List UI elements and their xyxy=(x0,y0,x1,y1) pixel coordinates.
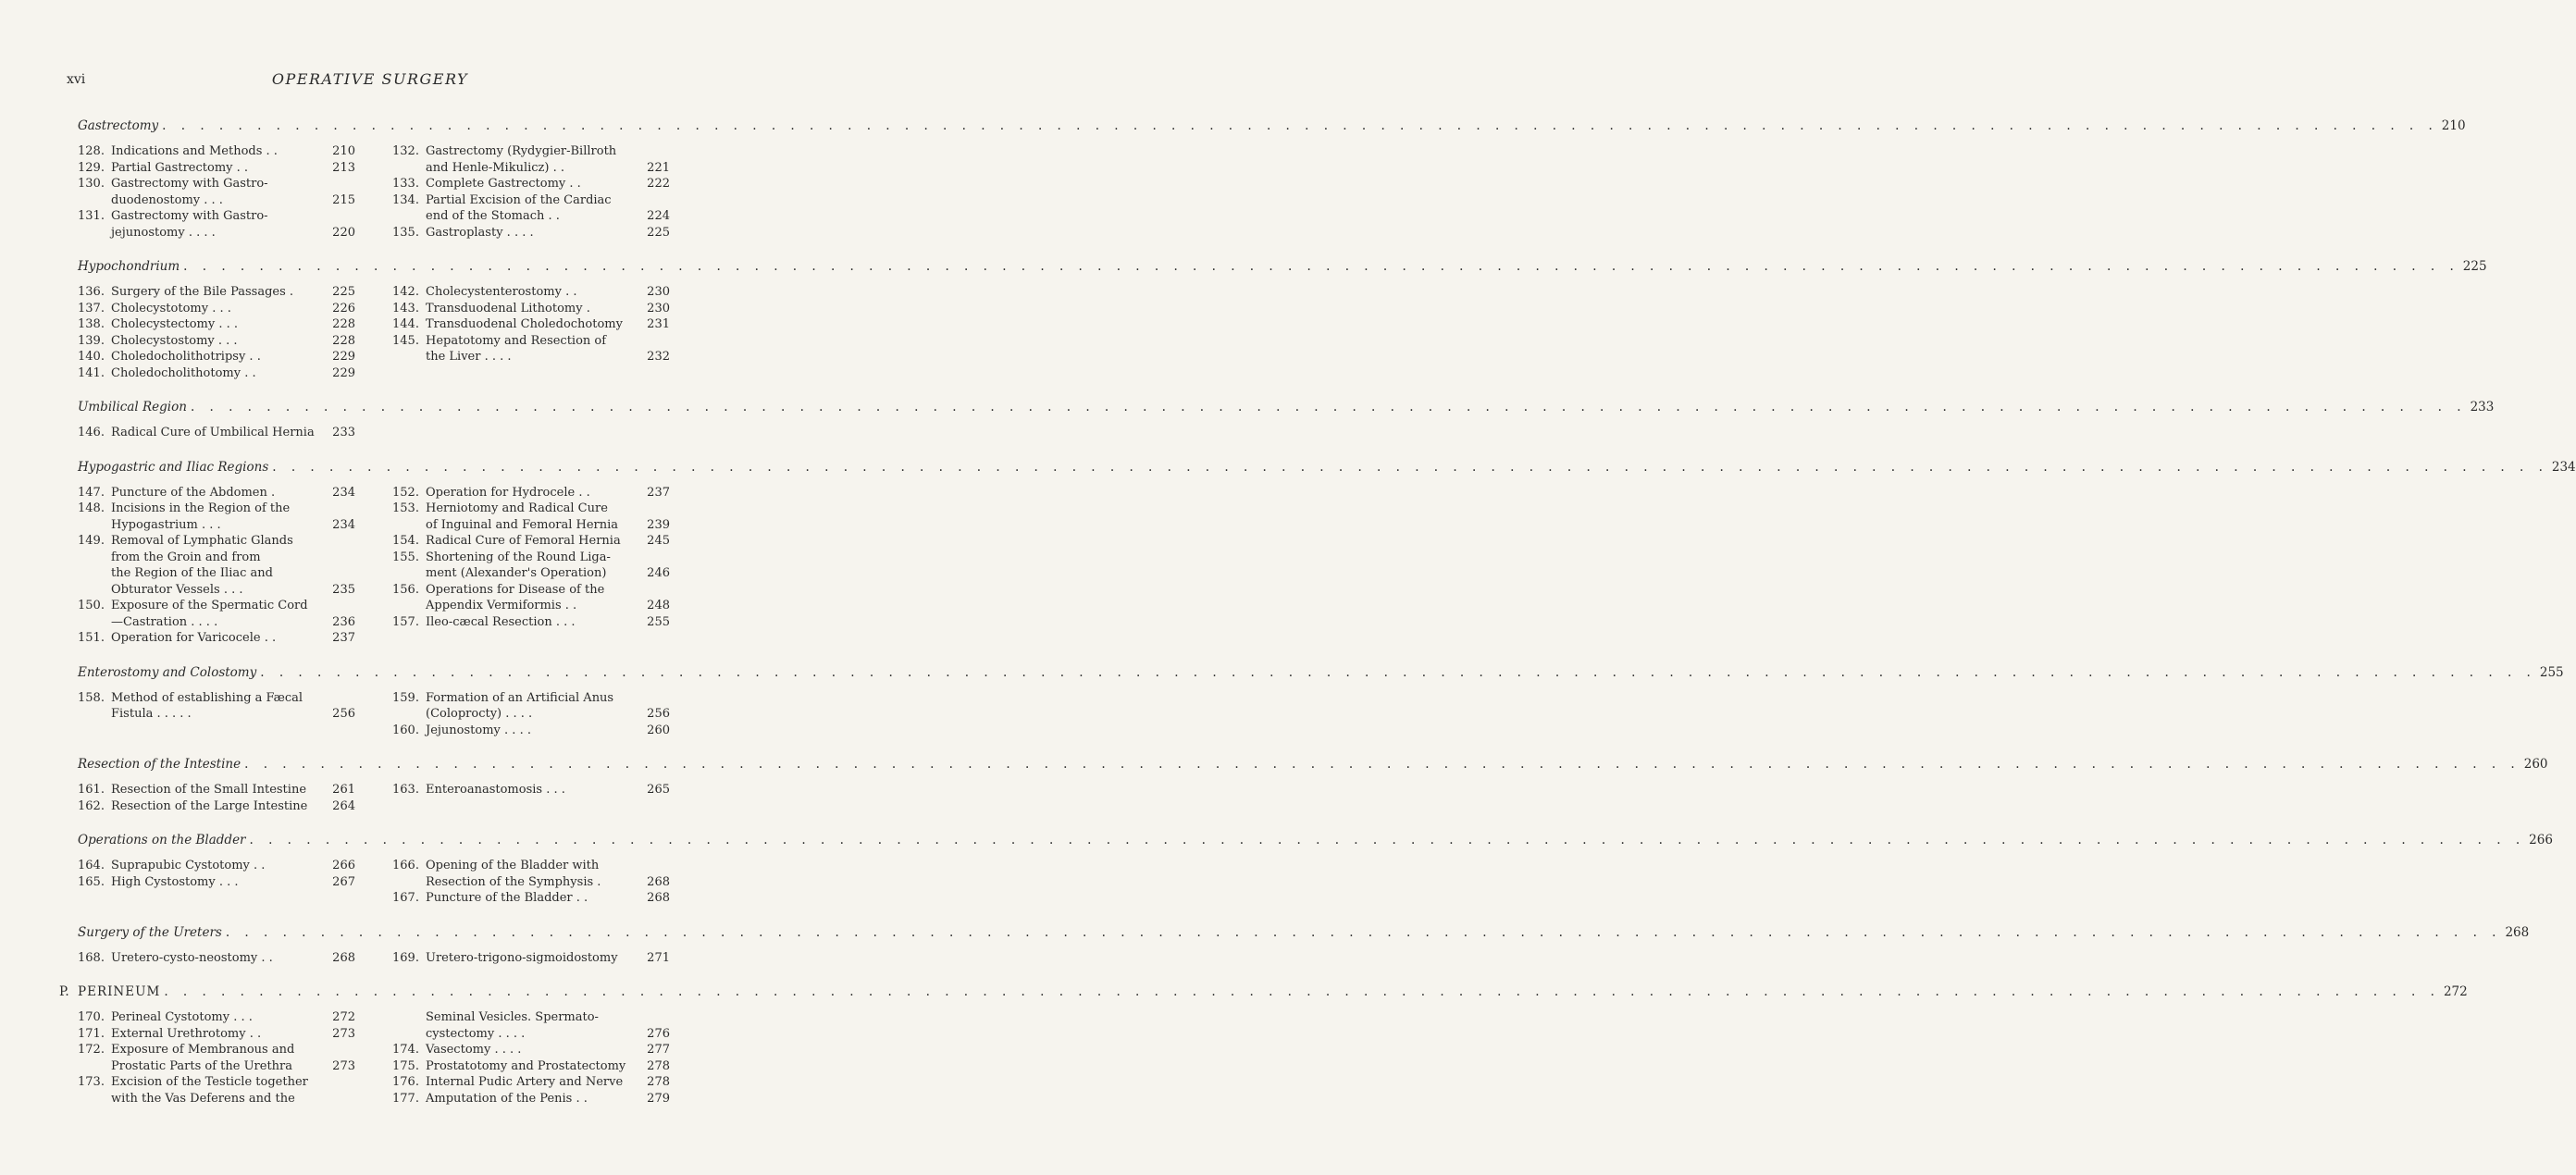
entry-page: 215 xyxy=(332,192,355,207)
entry-number: 139. xyxy=(78,333,105,348)
toc-entry xyxy=(392,1042,670,1058)
section-heading xyxy=(78,259,2487,274)
entry-number: 154. xyxy=(392,534,419,548)
entry-title: Indications and Methods . . xyxy=(111,144,278,158)
entry-number: 173. xyxy=(78,1075,105,1089)
entry-title: Hepatotomy and Resection of the Liver . . . . xyxy=(426,333,607,364)
toc-entry xyxy=(392,690,670,723)
entry-page: 232 xyxy=(647,350,670,364)
entry-number: 143. xyxy=(392,301,419,315)
toc-entry xyxy=(78,874,355,891)
entry-title: Partial Gastrectomy . . xyxy=(111,160,249,175)
entry-title: Cholecystectomy . . . xyxy=(111,317,239,331)
toc-column-right xyxy=(392,143,670,241)
toc-entry xyxy=(78,690,355,723)
toc-entry xyxy=(392,333,670,365)
entry-number: 141. xyxy=(78,365,105,380)
entry-title: Cholecystostomy . . . xyxy=(111,333,238,348)
entry-page: 221 xyxy=(647,160,670,175)
entry-page: 268 xyxy=(647,874,670,889)
toc-entry xyxy=(392,550,670,582)
entry-page: 260 xyxy=(647,723,670,737)
entry-title: Transduodenal Lithotomy . xyxy=(426,301,590,315)
section-page: 272 xyxy=(2443,984,2468,999)
entry-page: 266 xyxy=(332,859,355,872)
entry-title: Removal of Lymphatic Glands from the Groin and from the Region of the Iliac and Obturator Vessels . . . xyxy=(111,534,293,597)
section-title: Enterostomy and Colostomy xyxy=(78,664,257,680)
toc-column-right xyxy=(392,858,670,907)
entry-page: 237 xyxy=(647,485,670,500)
entry-page: 272 xyxy=(332,1010,355,1024)
toc-entry xyxy=(78,349,355,365)
entry-title: Vasectomy . . . . xyxy=(426,1043,522,1057)
entry-title: Shortening of the Round Liga- ment (Alexander's Operation) xyxy=(426,550,611,580)
entry-page: 271 xyxy=(647,950,670,965)
entry-number: 137. xyxy=(78,301,105,315)
entry-page: 261 xyxy=(332,783,355,797)
toc-entry xyxy=(78,425,355,441)
entry-title: Excision of the Testicle together with the Vas Deferens and the xyxy=(111,1075,308,1106)
dot-leader: . . . . . . . . . . . . . . . . . . . . . . . . . . . . . . . . . . . . . . . . . . . . . . . . . . . . . . . . . . . . . . . . . . . . . . . . . . . . . . . . . . . . . . . . . . . . . . . . . . . . . . . . . . . . . . . . . . . . . . . . xyxy=(244,757,2520,772)
entry-page: 256 xyxy=(332,707,355,721)
entry-number: 140. xyxy=(78,350,105,364)
entry-number: 129. xyxy=(78,160,105,175)
entry-number: 148. xyxy=(78,501,105,515)
entry-title: Perineal Cystotomy . . . xyxy=(111,1010,253,1024)
entry-number: 151. xyxy=(78,631,105,645)
toc-section xyxy=(78,259,2487,381)
toc-entry xyxy=(392,284,670,301)
entry-title: Uretero-trigono-sigmoidostomy xyxy=(426,950,618,965)
entry-page: 265 xyxy=(647,783,670,797)
entry-title: Jejunostomy . . . . xyxy=(426,723,531,737)
section-title: Gastrectomy xyxy=(78,118,159,133)
entry-number: 172. xyxy=(78,1043,105,1057)
entry-number: 147. xyxy=(78,485,105,500)
entry-page: 276 xyxy=(647,1026,670,1041)
toc-entry xyxy=(392,485,670,501)
entry-page: 229 xyxy=(332,350,355,364)
toc-entry xyxy=(78,950,355,967)
entry-page: 277 xyxy=(647,1043,670,1057)
entry-title: Choledocholithotomy . . xyxy=(111,365,256,380)
page-number: xvi xyxy=(67,72,86,87)
toc-entry xyxy=(392,582,670,614)
dot-leader: . . . . . . . . . . . . . . . . . . . . . . . . . . . . . . . . . . . . . . . . . . . . . . . . . . . . . . . . . . . . . . . . . . . . . . . . . . . . . . . . . . . . . . . . . . . . . . . . . . . . . . . . . . . . . . . . . . . . . . . . xyxy=(249,833,2526,847)
toc-column-right xyxy=(392,284,670,381)
entry-title: Puncture of the Abdomen . xyxy=(111,485,276,500)
entry-title: Gastrectomy with Gastro- duodenostomy . . . xyxy=(111,177,268,207)
entry-number: 168. xyxy=(78,950,105,965)
section-title: Umbilical Region xyxy=(78,400,187,414)
entry-number: 164. xyxy=(78,859,105,872)
entry-title: Gastroplasty . . . . xyxy=(426,225,534,240)
toc-section xyxy=(78,833,2553,907)
toc-entry xyxy=(78,143,355,160)
toc-column-left xyxy=(78,782,355,814)
toc-section xyxy=(78,757,2548,814)
dot-leader: . . . . . . . . . . . . . . . . . . . . . . . . . . . . . . . . . . . . . . . . . . . . . . . . . . . . . . . . . . . . . . . . . . . . . . . . . . . . . . . . . . . . . . . . . . . . . . . . . . . . . . . . . . . . . . . . . . . . . . . . xyxy=(260,664,2536,680)
entry-number: 174. xyxy=(392,1043,419,1057)
entry-title: Radical Cure of Umbilical Hernia xyxy=(111,426,315,439)
toc-section xyxy=(78,459,2576,647)
toc-entry xyxy=(392,614,670,631)
toc-column-right xyxy=(392,782,670,814)
toc-column-left xyxy=(78,1009,355,1107)
entry-title: Gastrectomy with Gastro- jejunostomy . . . . xyxy=(111,209,268,240)
entry-page: 230 xyxy=(647,301,670,315)
toc-entry xyxy=(78,176,355,208)
entry-title: Method of establishing a Fæcal Fistula . . . . . xyxy=(111,690,303,721)
entry-title: Cholecystenterostomy . . xyxy=(426,285,577,299)
toc-entry xyxy=(78,160,355,177)
toc-column-left xyxy=(78,950,355,967)
toc-column-left xyxy=(78,143,355,241)
section-title: Hypogastric and Iliac Regions xyxy=(78,459,269,475)
toc-entry xyxy=(78,501,355,533)
section-title: Hypochondrium xyxy=(78,259,180,274)
toc-section xyxy=(78,664,2564,739)
entry-number: 136. xyxy=(78,285,105,299)
entry-number: 167. xyxy=(392,891,419,905)
section-heading xyxy=(78,833,2553,847)
entry-number: 152. xyxy=(392,485,419,500)
section-heading xyxy=(78,459,2576,475)
entry-number: 133. xyxy=(392,177,419,191)
entry-page: 255 xyxy=(647,614,670,629)
section-heading xyxy=(78,757,2548,772)
toc-column-left xyxy=(78,284,355,381)
entry-page: 273 xyxy=(332,1058,355,1073)
entry-page: 268 xyxy=(332,950,355,965)
entry-title: Resection of the Small Intestine xyxy=(111,783,307,797)
entry-page: 234 xyxy=(332,485,355,500)
toc-entry xyxy=(392,176,670,192)
section-title: PERINEUM xyxy=(78,984,161,999)
section-page: 268 xyxy=(2505,924,2530,940)
toc-entry xyxy=(392,950,670,967)
entry-title: Surgery of the Bile Passages . xyxy=(111,285,294,299)
toc-section xyxy=(59,984,2468,1107)
entry-number: 132. xyxy=(392,144,419,158)
entry-page: 236 xyxy=(332,614,355,629)
entry-page: 231 xyxy=(647,317,670,331)
entry-number: 176. xyxy=(392,1075,419,1089)
toc-entry xyxy=(392,723,670,739)
entry-page: 278 xyxy=(647,1058,670,1073)
toc-entry xyxy=(392,316,670,333)
section-title: Resection of the Intestine xyxy=(78,757,242,772)
toc-section xyxy=(78,400,2495,441)
dot-leader: . . . . . . . . . . . . . . . . . . . . . . . . . . . . . . . . . . . . . . . . . . . . . . . . . . . . . . . . . . . . . . . . . . . . . . . . . . . . . . . . . . . . . . . . . . . . . . . . . . . . . . . . . . . . . . . . . . . . . . . . xyxy=(164,984,2440,999)
entry-page: 256 xyxy=(647,707,670,721)
entry-page: 268 xyxy=(647,891,670,905)
entry-title: Enteroanastomosis . . . xyxy=(426,783,565,797)
entry-page: 210 xyxy=(332,144,355,158)
entry-number xyxy=(392,1009,426,1042)
section-page: 255 xyxy=(2539,664,2564,680)
toc-entry xyxy=(78,782,355,798)
entry-page: 222 xyxy=(647,177,670,191)
entry-title: Puncture of the Bladder . . xyxy=(426,891,588,905)
entry-title: Operation for Varicocele . . xyxy=(111,631,277,645)
section-page: 225 xyxy=(2462,259,2487,274)
toc-entry xyxy=(78,598,355,630)
section-heading xyxy=(59,984,2468,999)
dot-leader: . . . . . . . . . . . . . . . . . . . . . . . . . . . . . . . . . . . . . . . . . . . . . . . . . . . . . . . . . . . . . . . . . . . . . . . . . . . . . . . . . . . . . . . . . . . . . . . . . . . . . . . . . . . . . . . . . . . . . . . . xyxy=(190,400,2467,414)
entry-page: 230 xyxy=(647,285,670,299)
entry-page: 226 xyxy=(332,301,355,315)
toc-column-left xyxy=(78,858,355,907)
entry-number: 131. xyxy=(78,209,105,223)
toc-entry xyxy=(78,533,355,598)
toc-entry xyxy=(392,1058,670,1075)
toc-column-right xyxy=(392,950,670,967)
entry-title: Operations for Disease of the Appendix Vermiformis . . xyxy=(426,582,605,612)
entry-title: External Urethrotomy . . xyxy=(111,1026,262,1041)
entry-title: High Cystostomy . . . xyxy=(111,874,239,889)
entry-page: 228 xyxy=(332,333,355,348)
toc-entry xyxy=(78,1026,355,1043)
entry-page: 239 xyxy=(647,517,670,532)
entry-number: 162. xyxy=(78,798,105,813)
entry-number: 158. xyxy=(78,690,105,705)
entry-title: Operation for Hydrocele . . xyxy=(426,485,590,500)
entry-title: Suprapubic Cystotomy . . xyxy=(111,859,266,872)
entry-number: 128. xyxy=(78,144,105,158)
entry-title: Incisions in the Region of the Hypogastrium . . . xyxy=(111,501,291,532)
entry-page: 264 xyxy=(332,798,355,813)
entry-title: Uretero-cysto-neostomy . . xyxy=(111,950,273,965)
toc-entry xyxy=(78,858,355,874)
toc-entry xyxy=(392,1009,670,1042)
section-heading xyxy=(78,400,2495,414)
entry-title: Exposure of the Spermatic Cord —Castration . . . . xyxy=(111,599,308,629)
dot-leader: . . . . . . . . . . . . . . . . . . . . . . . . . . . . . . . . . . . . . . . . . . . . . . . . . . . . . . . . . . . . . . . . . . . . . . . . . . . . . . . . . . . . . . . . . . . . . . . . . . . . . . . . . . . . . . . . . . . . . . . . xyxy=(272,459,2548,475)
entry-number: 142. xyxy=(392,285,419,299)
entry-page: 220 xyxy=(332,225,355,240)
toc-column-left xyxy=(78,425,355,441)
table-of-contents xyxy=(59,118,2576,1125)
entry-page: 278 xyxy=(647,1075,670,1089)
entry-number: 135. xyxy=(392,225,419,240)
toc-entry xyxy=(78,316,355,333)
toc-entry xyxy=(78,208,355,241)
toc-entry xyxy=(78,798,355,815)
toc-entry xyxy=(78,485,355,501)
entry-page: 234 xyxy=(332,517,355,532)
toc-entry xyxy=(392,533,670,550)
entry-number: 150. xyxy=(78,599,105,612)
dot-leader: . . . . . . . . . . . . . . . . . . . . . . . . . . . . . . . . . . . . . . . . . . . . . . . . . . . . . . . . . . . . . . . . . . . . . . . . . . . . . . . . . . . . . . . . . . . . . . . . . . . . . . . . . . . . . . . . . . . . . . . . xyxy=(183,259,2459,274)
entry-title: Seminal Vesicles. Spermato- cystectomy . . . . xyxy=(426,1010,599,1041)
entry-number: 169. xyxy=(392,950,419,965)
entry-page: 237 xyxy=(332,631,355,645)
toc-entry xyxy=(78,630,355,647)
entry-page: 273 xyxy=(332,1026,355,1041)
entry-number: 171. xyxy=(78,1026,105,1041)
toc-entry xyxy=(78,284,355,301)
toc-entry xyxy=(78,1009,355,1026)
entry-number: 130. xyxy=(78,177,105,191)
entry-title: Resection of the Large Intestine xyxy=(111,798,308,813)
section-heading xyxy=(78,118,2466,133)
toc-entry xyxy=(392,1091,670,1107)
page-header xyxy=(0,72,740,93)
toc-entry xyxy=(78,301,355,317)
entry-page: 245 xyxy=(647,534,670,548)
entry-number: 138. xyxy=(78,317,105,331)
entry-number: 159. xyxy=(392,690,419,705)
entry-number: 134. xyxy=(392,192,419,207)
entry-title: Herniotomy and Radical Cure of Inguinal and Femoral Hernia xyxy=(426,501,619,532)
toc-entry xyxy=(392,501,670,533)
entry-title: Exposure of Membranous and Prostatic Parts of the Urethra xyxy=(111,1043,295,1073)
entry-title: Opening of the Bladder with Resection of the Symphysis . xyxy=(426,859,601,889)
entry-page: 225 xyxy=(647,225,670,240)
toc-entry xyxy=(392,225,670,241)
section-page: 210 xyxy=(2441,118,2466,133)
dot-leader: . . . . . . . . . . . . . . . . . . . . . . . . . . . . . . . . . . . . . . . . . . . . . . . . . . . . . . . . . . . . . . . . . . . . . . . . . . . . . . . . . . . . . . . . . . . . . . . . . . . . . . . . . . . . . . . . . . . . . . . . xyxy=(225,924,2502,940)
entry-number: 175. xyxy=(392,1058,419,1073)
toc-column-right xyxy=(392,1009,670,1107)
section-heading xyxy=(78,664,2564,680)
entry-title: Ileo-cæcal Resection . . . xyxy=(426,614,576,629)
entry-title: Radical Cure of Femoral Hernia xyxy=(426,534,621,548)
entry-title: Partial Excision of the Cardiac end of the Stomach . . xyxy=(426,192,612,223)
entry-number: 146. xyxy=(78,426,105,439)
entry-number: 145. xyxy=(392,333,419,348)
toc-entry xyxy=(392,858,670,890)
entry-number: 165. xyxy=(78,874,105,889)
entry-page: 246 xyxy=(647,566,670,580)
entry-title: Amputation of the Penis . . xyxy=(426,1091,588,1106)
running-title: OPERATIVE SURGERY xyxy=(271,70,469,88)
entry-number: 163. xyxy=(392,783,419,797)
toc-entry xyxy=(78,1042,355,1074)
entry-number: 156. xyxy=(392,582,419,597)
toc-column-right xyxy=(392,485,670,647)
entry-page: 224 xyxy=(647,209,670,223)
entry-page: 228 xyxy=(332,317,355,331)
entry-title: Cholecystotomy . . . xyxy=(111,301,231,315)
toc-column-left xyxy=(78,690,355,739)
entry-title: Prostatotomy and Prostatectomy xyxy=(426,1058,626,1073)
toc-entry xyxy=(392,301,670,317)
entry-number: 170. xyxy=(78,1010,105,1024)
entry-page: 233 xyxy=(332,426,355,439)
section-page: 233 xyxy=(2470,400,2495,414)
toc-section xyxy=(78,118,2466,241)
section-page: 234 xyxy=(2551,459,2576,475)
toc-column-right xyxy=(392,425,670,441)
entry-number: 177. xyxy=(392,1091,419,1106)
entry-page: 248 xyxy=(647,599,670,612)
entry-title: Choledocholithotripsy . . xyxy=(111,350,261,364)
entry-number: 144. xyxy=(392,317,419,331)
entry-title: Transduodenal Choledochotomy xyxy=(426,317,623,331)
entry-title: Internal Pudic Artery and Nerve xyxy=(426,1075,624,1089)
dot-leader: . . . . . . . . . . . . . . . . . . . . . . . . . . . . . . . . . . . . . . . . . . . . . . . . . . . . . . . . . . . . . . . . . . . . . . . . . . . . . . . . . . . . . . . . . . . . . . . . . . . . . . . . . . . . . . . . . . . . . . . . xyxy=(162,118,2438,133)
toc-section xyxy=(78,924,2530,967)
toc-entry xyxy=(392,143,670,176)
toc-column-right xyxy=(392,690,670,739)
entry-number: 149. xyxy=(78,534,105,548)
section-heading xyxy=(78,924,2530,940)
entry-number: 160. xyxy=(392,723,419,737)
entry-number: 153. xyxy=(392,501,419,515)
entry-page: 279 xyxy=(647,1091,670,1106)
entry-page: 267 xyxy=(332,874,355,889)
section-title: Surgery of the Ureters xyxy=(78,924,222,940)
section-page: 260 xyxy=(2523,757,2548,772)
section-page: 266 xyxy=(2529,833,2553,847)
toc-entry xyxy=(392,1074,670,1091)
section-title: Operations on the Bladder xyxy=(78,833,246,847)
entry-page: 235 xyxy=(332,582,355,597)
entry-page: 213 xyxy=(332,160,355,175)
toc-entry xyxy=(392,890,670,907)
toc-column-left xyxy=(78,485,355,647)
entry-number: 161. xyxy=(78,783,105,797)
toc-entry xyxy=(78,333,355,350)
toc-entry xyxy=(78,1074,355,1107)
entry-page: 229 xyxy=(332,365,355,380)
toc-entry xyxy=(392,192,670,225)
entry-title: Gastrectomy (Rydygier-Billroth and Henle-Mikulicz) . . xyxy=(426,144,617,175)
toc-entry xyxy=(392,782,670,798)
entry-title: Complete Gastrectomy . . xyxy=(426,177,581,191)
entry-number: 157. xyxy=(392,614,419,629)
entry-page: 225 xyxy=(332,285,355,299)
toc-entry xyxy=(78,365,355,382)
section-letter: P. xyxy=(59,984,69,999)
entry-number: 166. xyxy=(392,859,419,872)
entry-title: Formation of an Artificial Anus (Coloprocty) . . . . xyxy=(426,690,614,721)
entry-number: 155. xyxy=(392,550,419,564)
